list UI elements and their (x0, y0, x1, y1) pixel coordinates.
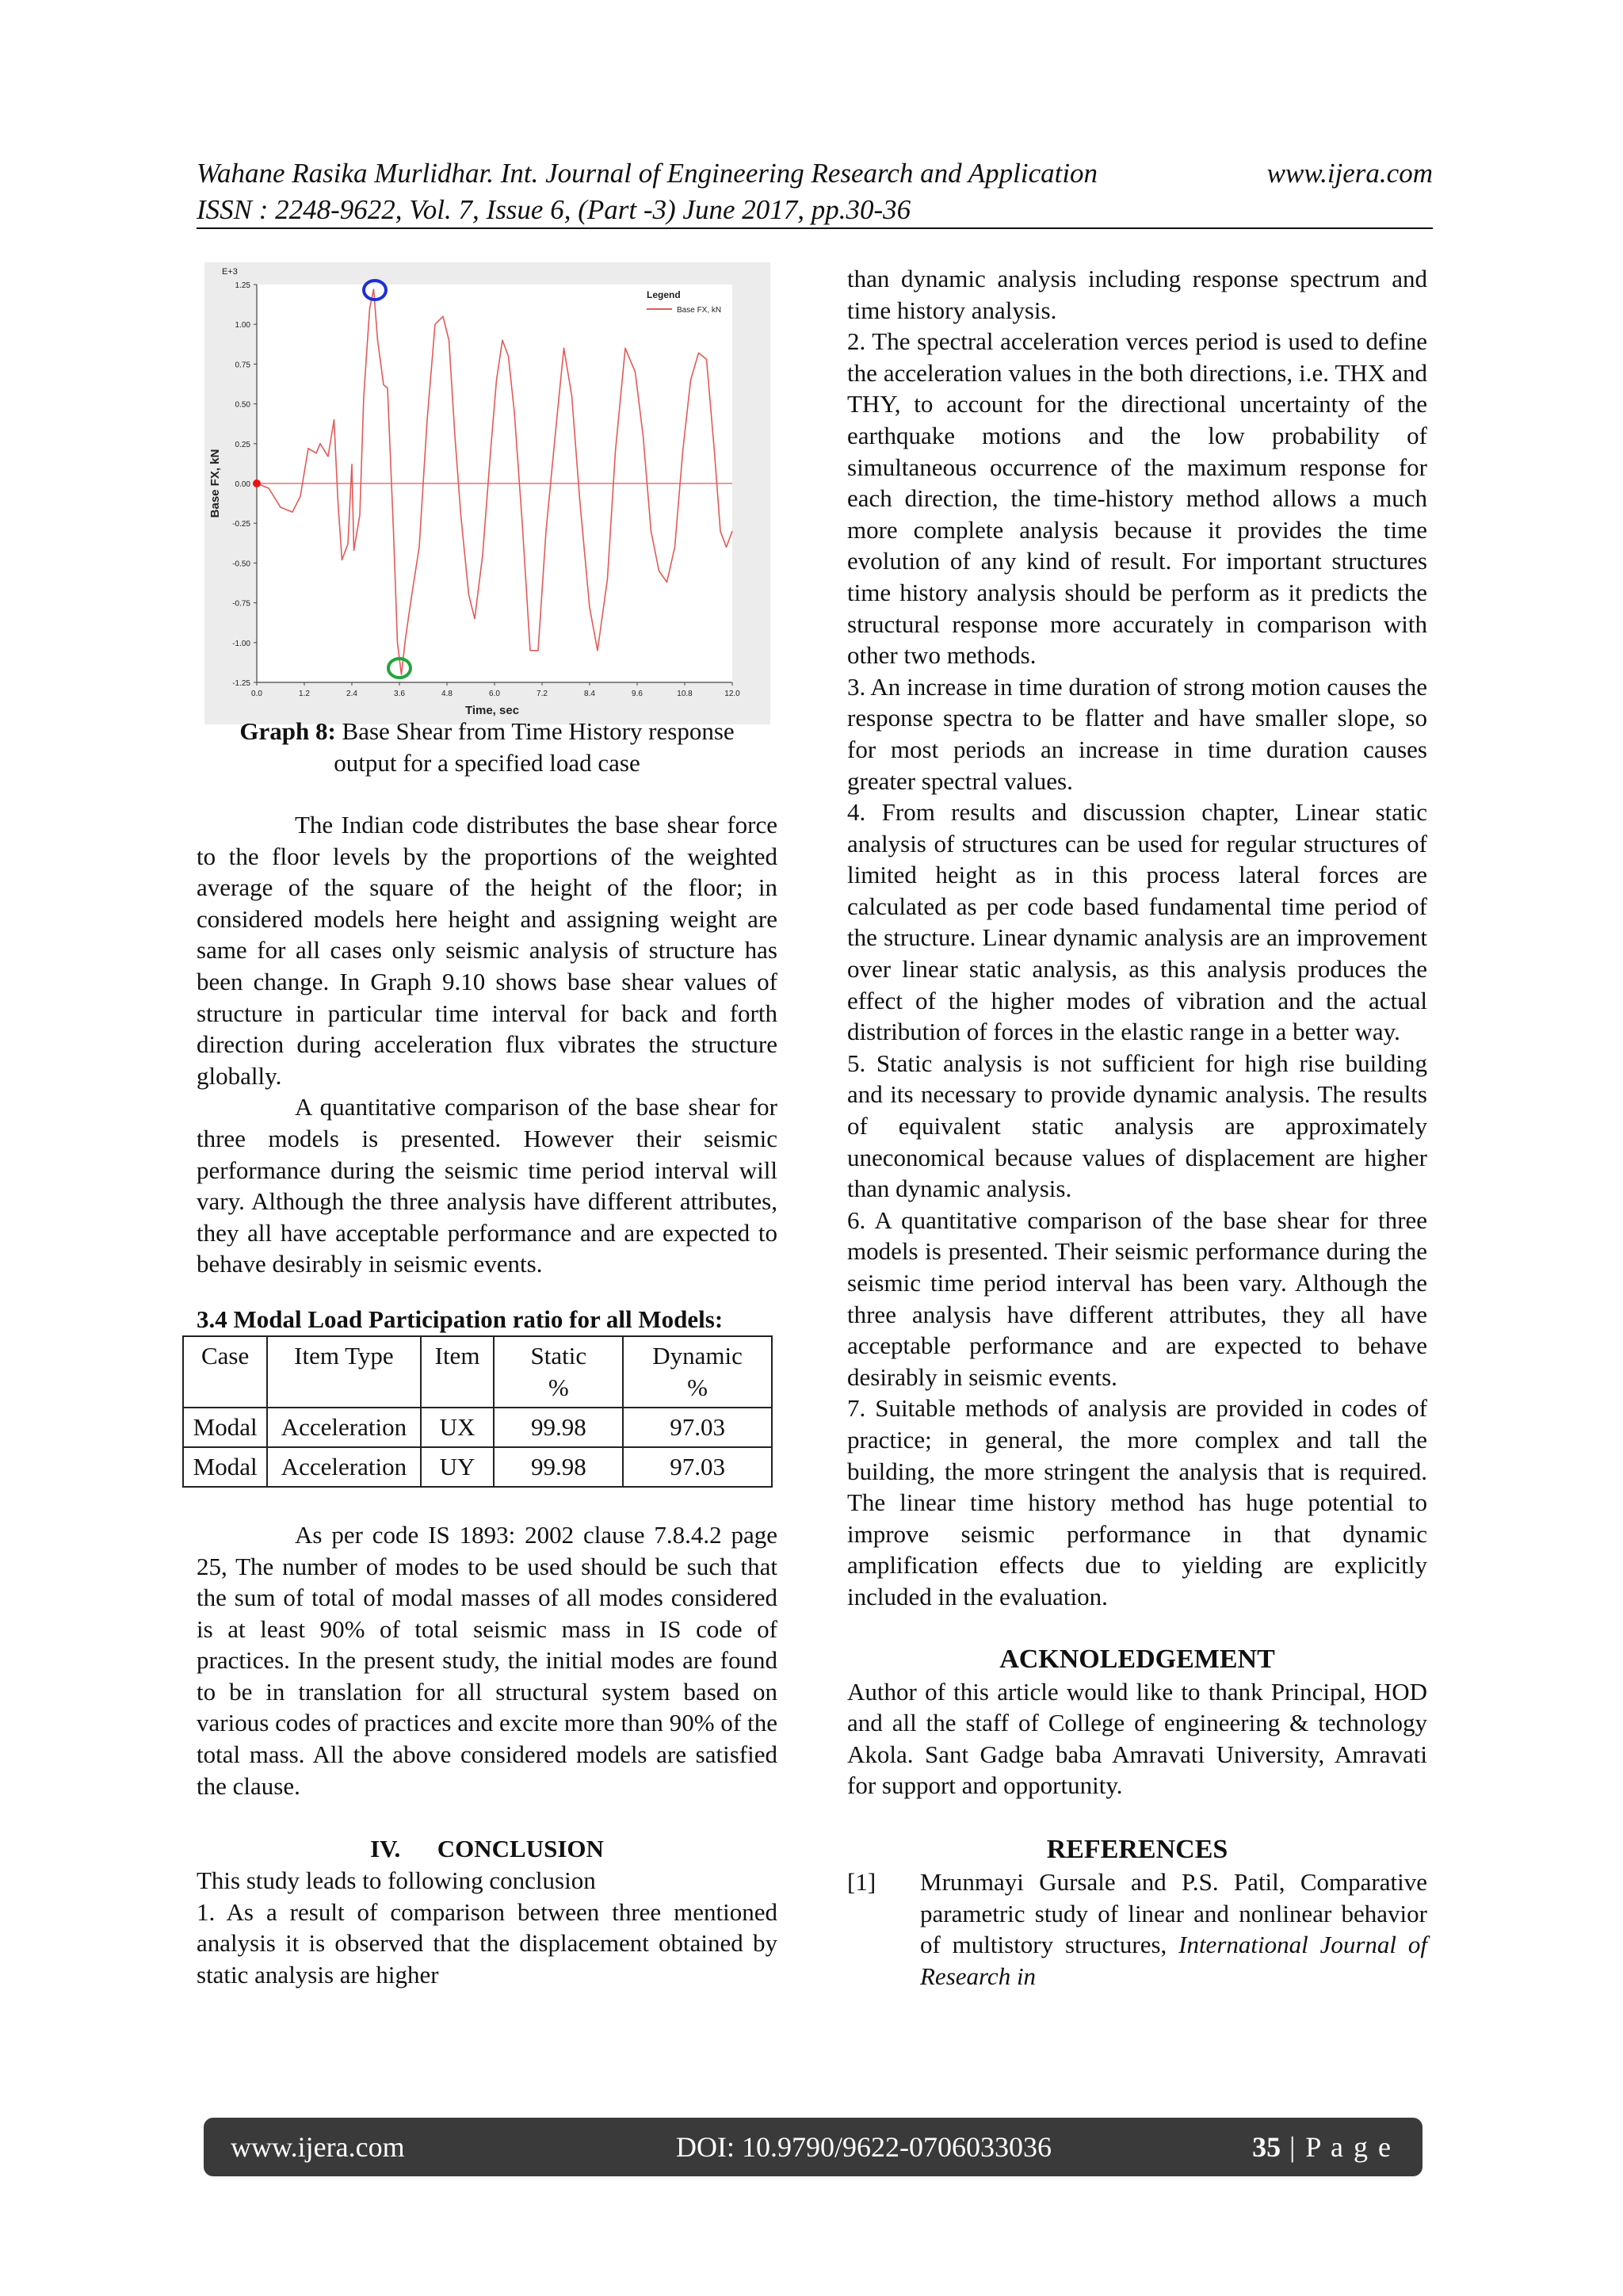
table-cell: 99.98 (494, 1408, 623, 1447)
conclusion-item-4: 4. From results and discussion chapter, Linear static analysis of structures can be used for regular structures of limited height as in this process lateral forces are calculated as per code based fundamental time period of the structure. Linear dynamic analysis are an improvement over linear static analysis, as this analysis produces the effect of the higher modes of vibration and the actual distribution of forces in the elastic range in a better way. (847, 798, 1427, 1046)
acknowledgement-heading: ACKNOLEDGEMENT (999, 1644, 1275, 1674)
x-tick-label: 6.0 (489, 690, 500, 698)
acknowledgement-text: Author of this article would like to thank Principal, HOD and all the staff of College of engineering & technology Akola. Sant Gadge baba Amravati University, Amravati for support and opportunity. (847, 1677, 1427, 1800)
y-tick-label: -0.25 (232, 520, 250, 529)
origin-marker (253, 479, 261, 487)
graph-caption-text-1: Base Shear from Time History response (342, 717, 735, 745)
y-tick-label: -1.25 (232, 679, 250, 688)
references-heading: REFERENCES (1046, 1834, 1228, 1864)
table-row (183, 1447, 772, 1487)
table-cell: 97.03 (623, 1447, 772, 1487)
y-tick-label: 0.00 (235, 480, 250, 489)
reference-text (920, 1866, 1427, 1992)
reference-authors-title: Mrunmayi Gursale and P.S. Patil, Comparative parametric study of linear and nonlinear behavior of multistory structures, (920, 1867, 1427, 1959)
chart-svg (204, 262, 770, 724)
left-column (193, 716, 777, 1991)
table-header-cell: Dynamic % (623, 1336, 772, 1408)
page-footer (204, 2118, 1423, 2176)
x-tick-label: 9.6 (632, 690, 643, 698)
conclusion-item-1: 1. As a result of comparison between three mentioned analysis it is observed that the displacement obtained by static analysis are higher (197, 1897, 777, 1989)
graph-caption (197, 716, 777, 779)
x-tick-label: 10.8 (677, 690, 693, 698)
base-shear-chart (204, 262, 770, 724)
header-issn: ISSN : 2248-9622, Vol. 7, Issue 6, (Part -3) June 2017, pp.30-36 (197, 194, 911, 225)
y-tick-label: 1.00 (235, 321, 250, 330)
conclusion-item-7: 7. Suitable methods of analysis are provided in codes of practice; in general, the more complex and tall the building, the more stringent the analysis that is required. The linear time history method has huge potential to improve seismic performance in that dynamic amplification effects due to yielding are explicitly included in the evaluation. (847, 1394, 1427, 1610)
x-tick-label: 8.4 (584, 690, 595, 698)
conclusion-item-5: 5. Static analysis is not sufficient for high rise building and its necessary to provide dynamic analysis. The results of equivalent static analysis are approximately uneconomical because values of displacement are higher than dynamic analysis. (847, 1049, 1427, 1203)
legend-title: Legend (647, 289, 681, 300)
x-axis-title: Time, sec (464, 704, 520, 717)
conclusion-item-2: 2. The spectral acceleration verces period is used to define the acceleration values in the both directions, i.e. THX and THY, to account for the directional uncertainty of the earthquake motions and the low probability of simultaneous occurrence of the maximum response for each direction, the time-history method allows a much more complete analysis because it provides the time evolution of any kind of result. For important structures time history analysis should be perform as it predicts the structural response more accurately in comparison with other two methods. (847, 327, 1427, 670)
x-tick-label: 4.8 (441, 690, 453, 698)
footer-page-label: | P a g e (1281, 2131, 1392, 2163)
table-cell: UX (421, 1408, 495, 1447)
graph-caption-text-2: output for a specified load case (334, 749, 640, 777)
conclusion-heading: IV. CONCLUSION (370, 1835, 604, 1863)
paragraph-is-code: As per code IS 1893: 2002 clause 7.8.4.2 page 25, The number of modes to be used should be such that the sum of total of modal masses of all modes considered is at least 90% of total seismic mass in IS code of practices. In the present study, the initial modes are found to be in translation for all structural system based on various codes of practices and excite more than 90% of the total mass. All the above considered models are satisfied the clause. (197, 1520, 777, 1800)
reference-journal: International Journal of Research in (920, 1931, 1427, 1990)
x-tick-label: 0.0 (251, 690, 262, 698)
conclusion-item-6: 6. A quantitative comparison of the base shear for three models is presented. Their seismic performance during the seismic time period interval has been vary. Although the three analysis have different attributes, they all have acceptable performance and are expected to behave desirably in seismic events. (847, 1205, 1427, 1391)
y-axis-title: Base FX, kN (208, 449, 222, 518)
y-tick-label: -0.75 (232, 599, 250, 609)
footer-doi[interactable]: DOI: 10.9790/9622-0706033036 (676, 2131, 1052, 2163)
table-header-row (183, 1336, 772, 1408)
footer-page-number: 35 (1252, 2131, 1281, 2163)
y-exponent-label: E+3 (222, 267, 238, 277)
section-heading-3-4: 3.4 Modal Load Participation ratio for all Models: (197, 1305, 724, 1333)
modal-participation-table (182, 1335, 773, 1488)
paragraph-base-shear: The Indian code distributes the base shear force to the floor levels by the proportions of the weighted average of the square of the height of the floor; in considered models here height and assigning weight are same for all cases only seismic analysis of structure has been change. In Graph 9.10 shows base shear values of structure in particular time interval for back and forth direction during acceleration flux vibrates the structure globally. (197, 811, 777, 1090)
table-row (183, 1408, 772, 1447)
x-tick-label: 1.2 (299, 690, 310, 698)
footer-website[interactable]: www.ijera.com (231, 2131, 405, 2163)
y-tick-label: 0.25 (235, 440, 250, 449)
table-cell: 99.98 (494, 1447, 623, 1487)
reference-number: [1] (847, 1867, 876, 1896)
footer-page (1252, 2130, 1392, 2164)
table-header-cell: Case (183, 1336, 267, 1408)
table-cell: UY (421, 1447, 495, 1487)
conclusion-item-3: 3. An increase in time duration of strong motion causes the response spectra to be flatter and have smaller slope, so for most periods an increase in time duration causes greater spectral values. (847, 672, 1427, 795)
right-column (847, 263, 1427, 1992)
header-website[interactable]: www.ijera.com (1266, 158, 1433, 189)
table-cell: Acceleration (267, 1408, 420, 1447)
y-tick-label: 0.75 (235, 361, 250, 370)
table-header-cell: Item Type (267, 1336, 420, 1408)
y-tick-label: -1.00 (232, 639, 250, 648)
conclusion-intro: This study leads to following conclusion (197, 1866, 596, 1895)
running-header (197, 155, 1433, 228)
conclusion-item-1-cont: than dynamic analysis including response spectrum and time history analysis. (847, 265, 1427, 324)
x-tick-label: 12.0 (724, 690, 740, 698)
table-header-cell: Static % (494, 1336, 623, 1408)
y-tick-label: 1.25 (235, 281, 250, 290)
x-tick-label: 2.4 (346, 690, 357, 698)
legend-entry: Base FX, kN (677, 306, 722, 315)
y-tick-label: -0.50 (232, 560, 250, 569)
table-cell: Modal (183, 1408, 267, 1447)
header-journal: Wahane Rasika Murlidhar. Int. Journal of Engineering Research and Application (197, 158, 1098, 189)
table-cell: 97.03 (623, 1408, 772, 1447)
table-cell: Modal (183, 1447, 267, 1487)
x-tick-label: 3.6 (394, 690, 405, 698)
reference-item (847, 1866, 1427, 1992)
paragraph-comparison: A quantitative comparison of the base shear for three models is presented. However their seismic performance during the seismic time period interval will vary. Although the three analysis have different attributes, they all have acceptable performance and are expected to behave desirably in seismic events. (197, 1093, 777, 1278)
table-header-cell: Item (421, 1336, 495, 1408)
x-tick-label: 7.2 (537, 690, 548, 698)
y-tick-label: 0.50 (235, 400, 250, 410)
graph-caption-label: Graph 8: (239, 717, 336, 745)
header-line-1 (197, 155, 1433, 192)
header-rule (197, 227, 1433, 229)
table-cell: Acceleration (267, 1447, 420, 1487)
